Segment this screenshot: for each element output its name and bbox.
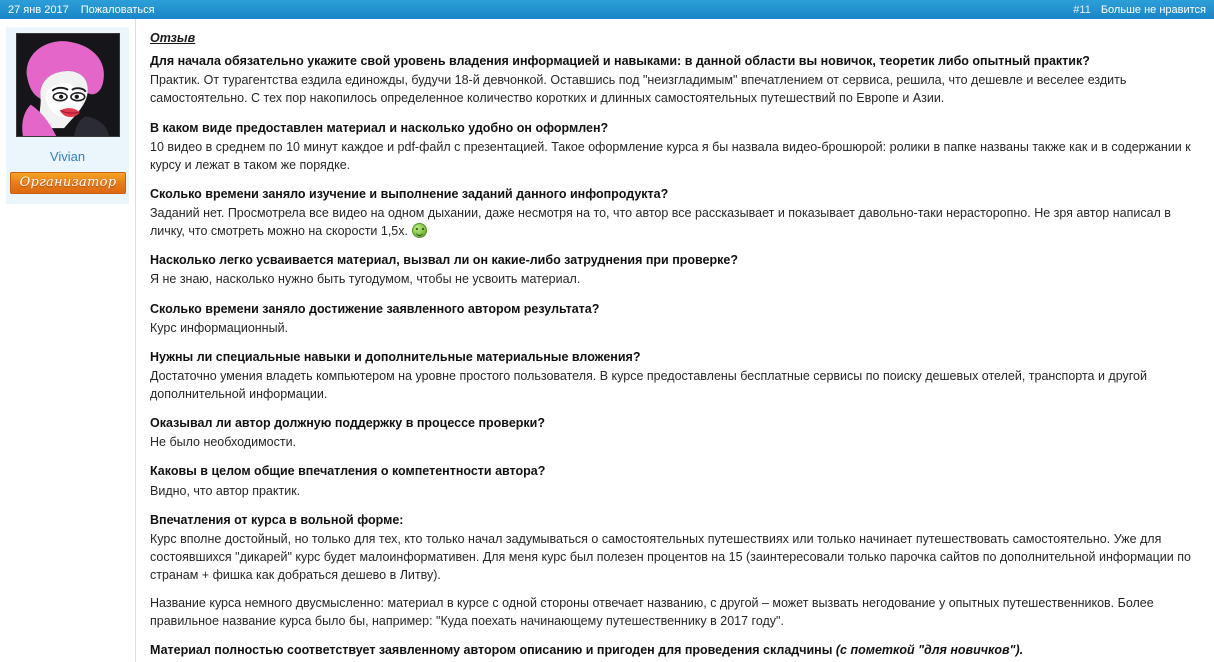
- qa-question: В каком виде предоставлен материал и насколько удобно он оформлен?: [150, 120, 609, 135]
- post-header-left: [8, 4, 155, 16]
- dislike-link[interactable]: Больше не нравится: [1100, 3, 1206, 16]
- qa-item: [150, 185, 1196, 240]
- qa-item: [150, 119, 1196, 174]
- author-column: [0, 19, 136, 662]
- qa-question: Каковы в целом общие впечатления о компетентности автора?: [150, 464, 546, 479]
- qa-item: [150, 462, 1196, 499]
- qa-item: [150, 414, 1196, 451]
- post-date: 27 янв 2017: [8, 3, 69, 16]
- qa-answer: Курс вполне достойный, но только для тех, кто только начал задумываться о самостоятельных путешествиях или только начинает путешествовать самостоятельно. Уже для состоявшихся "дикарей" курс будет малоинформативен. Для меня курс был полезен процентов на 15 (заинтересовали только парочка сайтов по дополнительной информации по странам + фишка как добраться дешево в Литву).: [150, 531, 1191, 582]
- post-number[interactable]: #11: [1073, 3, 1091, 16]
- post-header-right: [1073, 4, 1206, 16]
- post-header-bar: [0, 0, 1214, 19]
- avatar[interactable]: [16, 33, 120, 137]
- qa-question: Оказывал ли автор должную поддержку в процессе проверки?: [150, 416, 545, 431]
- qa-question: Сколько времени заняло изучение и выполнение заданий данного инфопродукта?: [150, 186, 669, 201]
- qa-answer: Достаточно умения владеть компьютером на уровне простого пользователя. В курсе предоставлены бесплатные сервисы по поиску дешевых отелей, транспорта и другой дополнительной информации.: [150, 368, 1147, 401]
- closing-main-text: Материал полностью соответствует заявленному автором описанию и пригоден для проведения складчины: [150, 643, 836, 658]
- qa-answer: 10 видео в среднем по 10 минут каждое и pdf-файл с презентацией. Такое оформление курса я бы назвала видео-брошюрой: ролики в папке названы также как и в содержании к курсу и лежат в таком же порядке.: [150, 139, 1191, 172]
- qa-item: [150, 52, 1196, 107]
- qa-answer: [150, 204, 1196, 240]
- green-smiley-icon: [412, 223, 427, 238]
- author-name[interactable]: Vivian: [49, 149, 86, 164]
- qa-question: Насколько легко усваивается материал, вызвал ли он какие-либо затруднения при проверке?: [150, 253, 738, 268]
- qa-answer: Практик. От турагентства ездила единожды, будучи 18-й девчонкой. Оставшись под "неизгладимым" впечатлением от сервиса, решила, что дешевле и веселее ездить самостоятельно. С тех пор накопилось определенное количество коротких и длинных самостоятельных путешествий по Европе и Азии.: [150, 73, 1127, 106]
- qa-answer: Курс информационный.: [150, 320, 289, 335]
- qa-answer: Я не знаю, насколько нужно быть тугодумом, чтобы не усвоить материал.: [150, 272, 581, 287]
- closing-statement: [150, 641, 1196, 659]
- qa-question: Для начала обязательно укажите свой уровень владения информацией и навыками: в данной области вы новичок, теоретик либо опытный практик?: [150, 54, 1090, 69]
- extra-paragraph: Название курса немного двусмысленно: материал в курсе с одной стороны отвечает названию, с другой – может вызвать негодование у опытных путешественников. Более правильное название курса было бы, например: "Куда поехать начинающему путешественнику в 2017 году".: [150, 596, 1154, 629]
- message-title: Отзыв: [150, 31, 196, 45]
- avatar-illustration-icon: [17, 34, 119, 136]
- qa-item: [150, 348, 1196, 403]
- qa-answer: Не было необходимости.: [150, 435, 297, 450]
- post-body: [0, 19, 1214, 662]
- qa-answer-text: Заданий нет. Просмотрела все видео на одном дыхании, даже несмотря на то, что автор все рассказывает и показывает давольно-таки нерасторопно. Не зря автор написал в личку, что смотреть можно на скорости 1,5х.: [150, 206, 1171, 239]
- author-card: [6, 27, 129, 204]
- qa-question: Впечатления от курса в вольной форме:: [150, 512, 404, 527]
- closing-italic-note: (с пометкой "для новичков").: [835, 643, 1024, 658]
- author-badge: Организатор: [10, 172, 126, 194]
- qa-question: Сколько времени заняло достижение заявленного автором результата?: [150, 301, 600, 316]
- qa-item: [150, 511, 1196, 585]
- message-content: [136, 19, 1214, 662]
- complain-link[interactable]: Пожаловаться: [80, 3, 155, 16]
- qa-question: Нужны ли специальные навыки и дополнительные материальные вложения?: [150, 349, 641, 364]
- qa-answer: Видно, что автор практик.: [150, 483, 301, 498]
- qa-item: [150, 251, 1196, 288]
- qa-item: [150, 300, 1196, 337]
